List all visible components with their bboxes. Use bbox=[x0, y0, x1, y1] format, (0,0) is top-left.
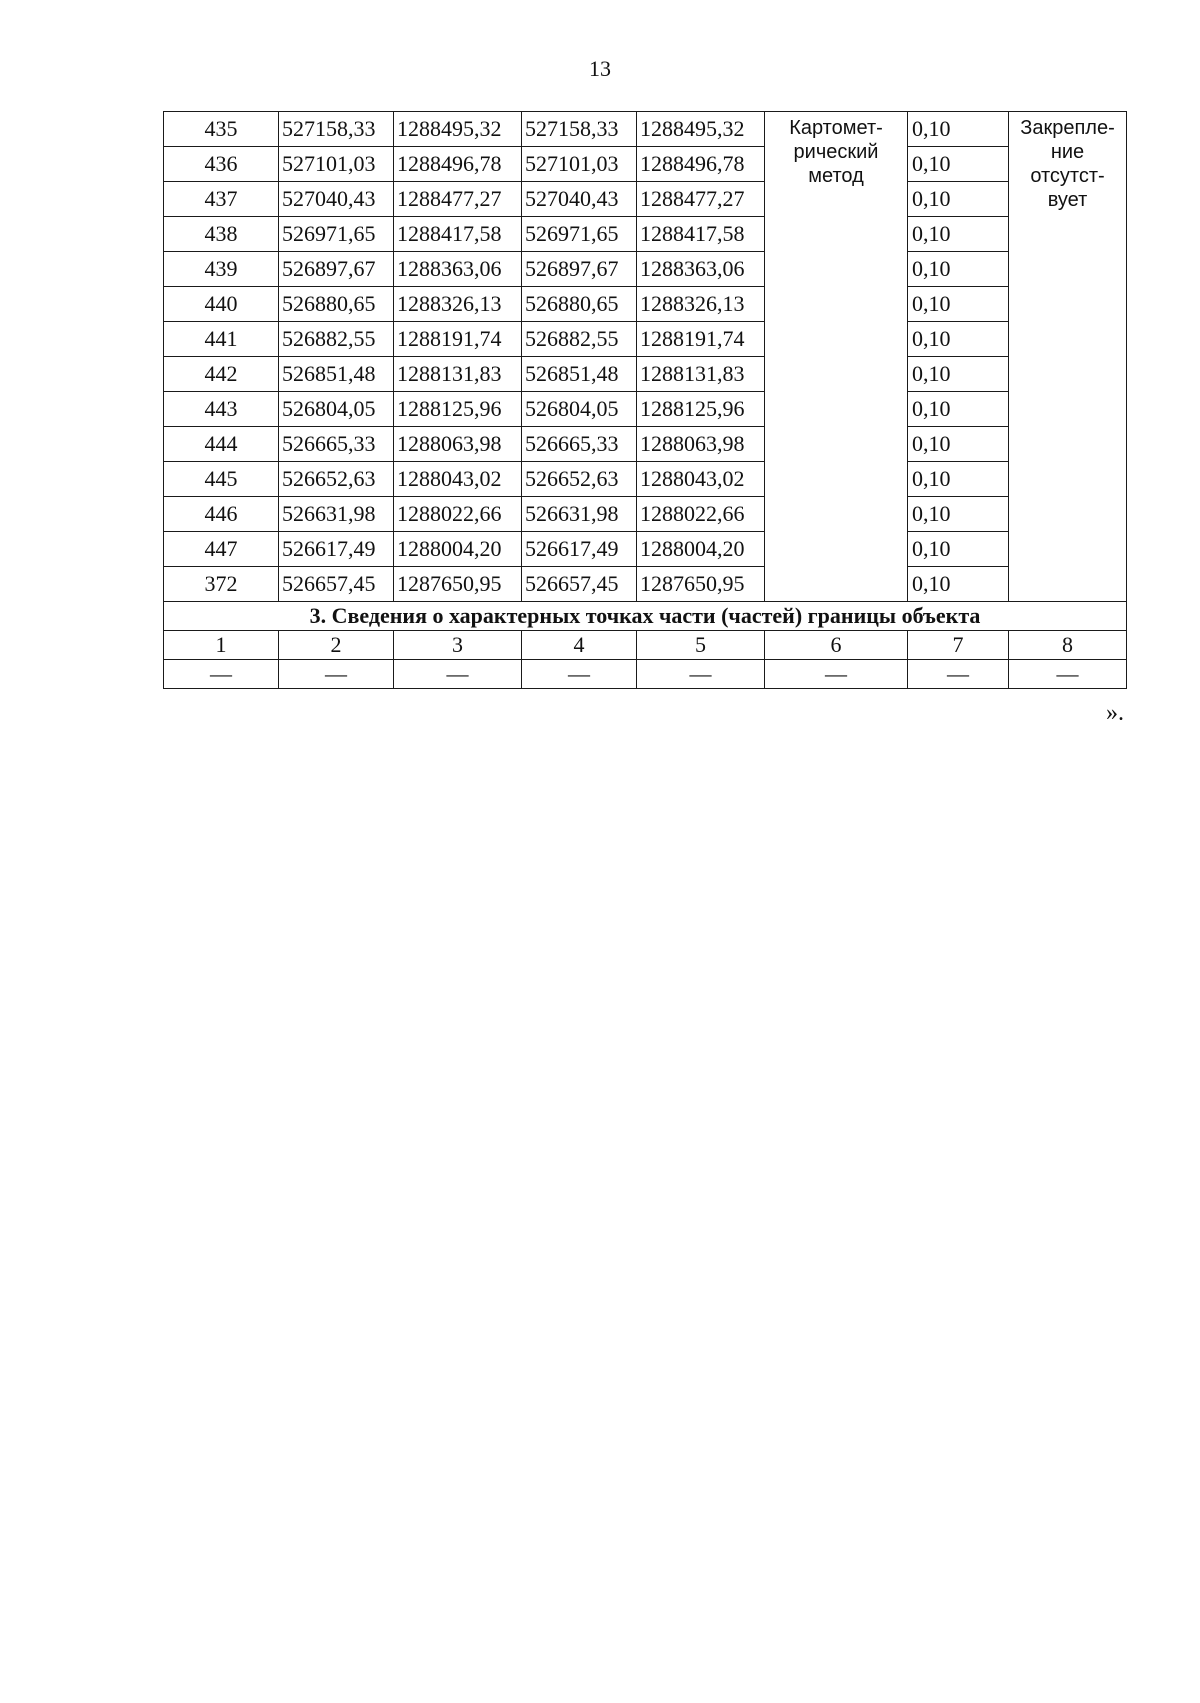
x-coordinate-new: 526880,65 bbox=[522, 287, 637, 322]
method-line: метод bbox=[808, 165, 864, 187]
y-coordinate-new: 1288004,20 bbox=[637, 532, 765, 567]
y-coordinate: 1287650,95 bbox=[394, 567, 522, 602]
accuracy-value: 0,10 bbox=[908, 112, 1009, 147]
table-row bbox=[164, 287, 1127, 322]
x-coordinate: 527040,43 bbox=[279, 182, 394, 217]
column-number: 8 bbox=[1009, 631, 1127, 660]
fixing-line: отсутст- bbox=[1030, 165, 1105, 187]
table-row bbox=[164, 252, 1127, 287]
x-coordinate-new: 526897,67 bbox=[522, 252, 637, 287]
x-coordinate-new: 526665,33 bbox=[522, 427, 637, 462]
x-coordinate-new: 527101,03 bbox=[522, 147, 637, 182]
table-row bbox=[164, 532, 1127, 567]
x-coordinate-new: 526804,05 bbox=[522, 392, 637, 427]
x-coordinate-new: 526657,45 bbox=[522, 567, 637, 602]
x-coordinate-new: 527158,33 bbox=[522, 112, 637, 147]
y-coordinate: 1288043,02 bbox=[394, 462, 522, 497]
table-row bbox=[164, 112, 1127, 147]
table-row bbox=[164, 322, 1127, 357]
x-coordinate: 526657,45 bbox=[279, 567, 394, 602]
x-coordinate: 526631,98 bbox=[279, 497, 394, 532]
point-number: 437 bbox=[164, 182, 279, 217]
y-coordinate-new: 1288022,66 bbox=[637, 497, 765, 532]
closing-quote-mark: ». bbox=[1106, 700, 1124, 726]
x-coordinate: 526897,67 bbox=[279, 252, 394, 287]
y-coordinate-new: 1288477,27 bbox=[637, 182, 765, 217]
point-number: 441 bbox=[164, 322, 279, 357]
fixing-cell bbox=[1009, 112, 1127, 602]
table-row bbox=[164, 392, 1127, 427]
method-line: Картомет- bbox=[789, 117, 883, 139]
y-coordinate-new: 1288191,74 bbox=[637, 322, 765, 357]
y-coordinate-new: 1288417,58 bbox=[637, 217, 765, 252]
point-number: 438 bbox=[164, 217, 279, 252]
x-coordinate-new: 526851,48 bbox=[522, 357, 637, 392]
y-coordinate: 1288326,13 bbox=[394, 287, 522, 322]
point-number: 447 bbox=[164, 532, 279, 567]
x-coordinate: 526971,65 bbox=[279, 217, 394, 252]
accuracy-value: 0,10 bbox=[908, 567, 1009, 602]
y-coordinate-new: 1288131,83 bbox=[637, 357, 765, 392]
accuracy-value: 0,10 bbox=[908, 392, 1009, 427]
x-coordinate: 526665,33 bbox=[279, 427, 394, 462]
y-coordinate-new: 1288495,32 bbox=[637, 112, 765, 147]
point-number: 436 bbox=[164, 147, 279, 182]
points-table-body bbox=[164, 112, 1127, 689]
boundary-points-table bbox=[163, 111, 1127, 689]
column-number: 4 bbox=[522, 631, 637, 660]
x-coordinate-new: 526617,49 bbox=[522, 532, 637, 567]
x-coordinate: 526851,48 bbox=[279, 357, 394, 392]
accuracy-value: 0,10 bbox=[908, 252, 1009, 287]
empty-data-row bbox=[164, 660, 1127, 689]
x-coordinate-new: 527040,43 bbox=[522, 182, 637, 217]
y-coordinate: 1288191,74 bbox=[394, 322, 522, 357]
x-coordinate: 526880,65 bbox=[279, 287, 394, 322]
y-coordinate: 1288022,66 bbox=[394, 497, 522, 532]
dash-cell: — bbox=[522, 660, 637, 689]
y-coordinate: 1288363,06 bbox=[394, 252, 522, 287]
y-coordinate: 1288004,20 bbox=[394, 532, 522, 567]
x-coordinate: 526652,63 bbox=[279, 462, 394, 497]
accuracy-value: 0,10 bbox=[908, 322, 1009, 357]
y-coordinate: 1288477,27 bbox=[394, 182, 522, 217]
fixing-line: вует bbox=[1047, 189, 1088, 211]
table-row bbox=[164, 357, 1127, 392]
dash-cell: — bbox=[394, 660, 522, 689]
x-coordinate: 526617,49 bbox=[279, 532, 394, 567]
column-number: 3 bbox=[394, 631, 522, 660]
x-coordinate-new: 526882,55 bbox=[522, 322, 637, 357]
column-number: 5 bbox=[637, 631, 765, 660]
table-row bbox=[164, 567, 1127, 602]
point-number: 442 bbox=[164, 357, 279, 392]
y-coordinate-new: 1288326,13 bbox=[637, 287, 765, 322]
y-coordinate: 1288063,98 bbox=[394, 427, 522, 462]
column-number: 6 bbox=[765, 631, 908, 660]
page-number: 13 bbox=[589, 56, 611, 81]
y-coordinate: 1288131,83 bbox=[394, 357, 522, 392]
point-number: 435 bbox=[164, 112, 279, 147]
y-coordinate-new: 1288125,96 bbox=[637, 392, 765, 427]
x-coordinate-new: 526652,63 bbox=[522, 462, 637, 497]
fixing-line: ние bbox=[1050, 141, 1085, 163]
accuracy-value: 0,10 bbox=[908, 357, 1009, 392]
section-title: 3. Сведения о характерных точках части (частей) границы объекта bbox=[164, 602, 1127, 631]
y-coordinate-new: 1288496,78 bbox=[637, 147, 765, 182]
method-cell bbox=[765, 112, 908, 602]
y-coordinate-new: 1288063,98 bbox=[637, 427, 765, 462]
accuracy-value: 0,10 bbox=[908, 182, 1009, 217]
method-line: рический bbox=[793, 141, 879, 163]
accuracy-value: 0,10 bbox=[908, 287, 1009, 322]
point-number: 440 bbox=[164, 287, 279, 322]
column-number-row bbox=[164, 631, 1127, 660]
column-number: 2 bbox=[279, 631, 394, 660]
accuracy-value: 0,10 bbox=[908, 497, 1009, 532]
column-number: 7 bbox=[908, 631, 1009, 660]
y-coordinate-new: 1287650,95 bbox=[637, 567, 765, 602]
y-coordinate-new: 1288043,02 bbox=[637, 462, 765, 497]
y-coordinate: 1288495,32 bbox=[394, 112, 522, 147]
y-coordinate: 1288417,58 bbox=[394, 217, 522, 252]
point-number: 439 bbox=[164, 252, 279, 287]
dash-cell: — bbox=[1009, 660, 1127, 689]
x-coordinate-new: 526971,65 bbox=[522, 217, 637, 252]
accuracy-value: 0,10 bbox=[908, 462, 1009, 497]
section-heading-row bbox=[164, 602, 1127, 631]
point-number: 372 bbox=[164, 567, 279, 602]
dash-cell: — bbox=[637, 660, 765, 689]
point-number: 444 bbox=[164, 427, 279, 462]
y-coordinate: 1288125,96 bbox=[394, 392, 522, 427]
x-coordinate: 527101,03 bbox=[279, 147, 394, 182]
accuracy-value: 0,10 bbox=[908, 427, 1009, 462]
accuracy-value: 0,10 bbox=[908, 147, 1009, 182]
table-row bbox=[164, 182, 1127, 217]
x-coordinate: 527158,33 bbox=[279, 112, 394, 147]
accuracy-value: 0,10 bbox=[908, 532, 1009, 567]
column-number: 1 bbox=[164, 631, 279, 660]
dash-cell: — bbox=[908, 660, 1009, 689]
table-row bbox=[164, 497, 1127, 532]
y-coordinate-new: 1288363,06 bbox=[637, 252, 765, 287]
point-number: 445 bbox=[164, 462, 279, 497]
fixing-line: Закрепле- bbox=[1020, 117, 1115, 139]
point-number: 446 bbox=[164, 497, 279, 532]
table-row bbox=[164, 147, 1127, 182]
x-coordinate: 526804,05 bbox=[279, 392, 394, 427]
dash-cell: — bbox=[279, 660, 394, 689]
point-number: 443 bbox=[164, 392, 279, 427]
dash-cell: — bbox=[164, 660, 279, 689]
x-coordinate: 526882,55 bbox=[279, 322, 394, 357]
table-row bbox=[164, 427, 1127, 462]
accuracy-value: 0,10 bbox=[908, 217, 1009, 252]
table-row bbox=[164, 462, 1127, 497]
x-coordinate-new: 526631,98 bbox=[522, 497, 637, 532]
table-row bbox=[164, 217, 1127, 252]
y-coordinate: 1288496,78 bbox=[394, 147, 522, 182]
dash-cell: — bbox=[765, 660, 908, 689]
